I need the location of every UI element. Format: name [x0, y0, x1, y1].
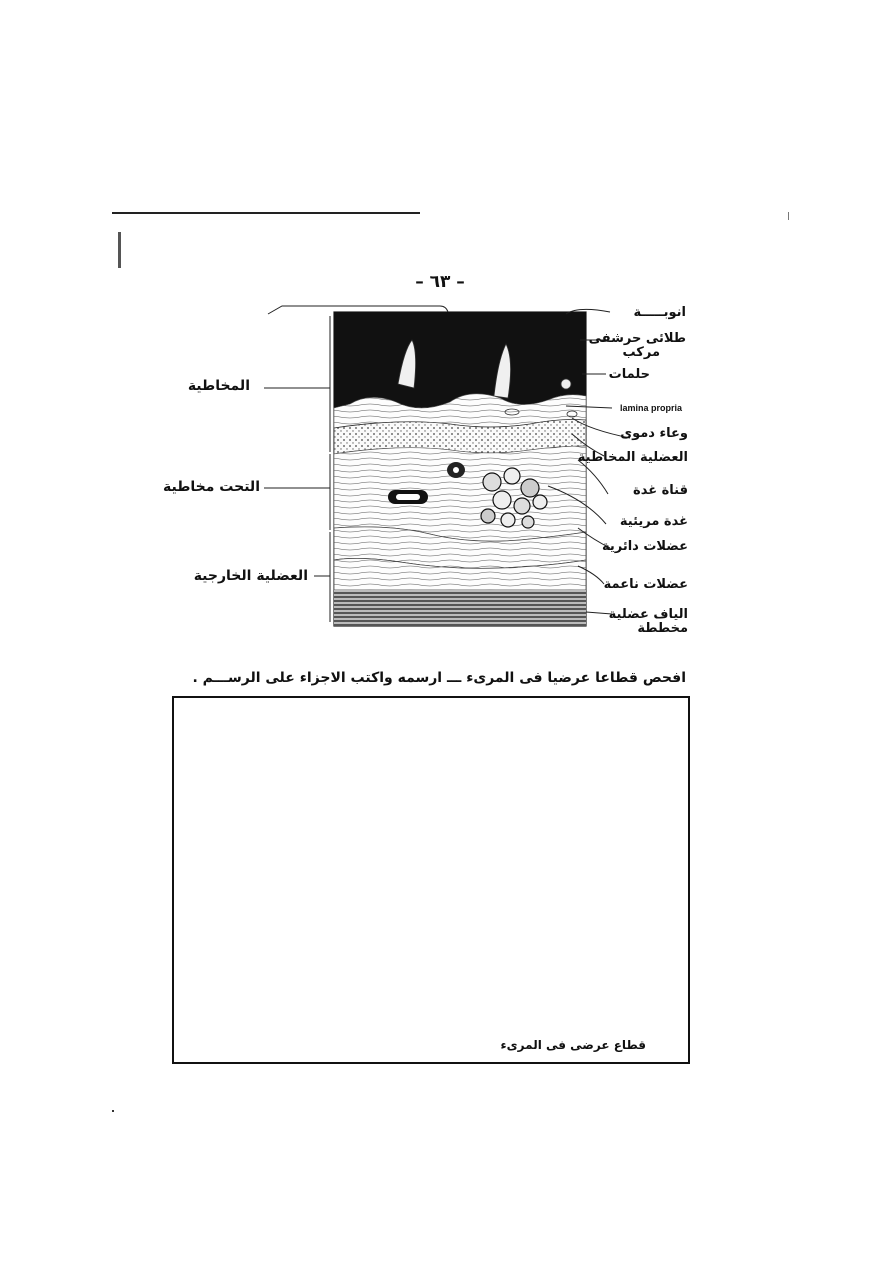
exercise-instruction: افحص قطاعا عرضيا فى المرىء ـــ ارسمه واكتب الاجزاء على الرســـم . — [192, 670, 686, 686]
label-muscularis-externa: العضلية الخارجية — [193, 568, 308, 584]
label-mucosa: المخاطية — [187, 378, 250, 394]
striated-muscle-layer — [334, 590, 586, 626]
label-lamina-propria: lamina propria — [620, 403, 683, 413]
label-papillae: حلمات — [608, 367, 650, 382]
label-blood-vessel: وعاء دموى — [620, 426, 688, 441]
label-striated-line1: الياف عضلية — [608, 607, 688, 622]
drawing-area[interactable] — [172, 696, 690, 1064]
label-smooth-muscles: عضلات ناعمة — [603, 577, 688, 592]
drawing-area-bottom-edge — [178, 1062, 690, 1064]
label-submucosa: التحت مخاطية — [163, 479, 260, 495]
label-striated-line2: مخططة — [637, 621, 688, 636]
label-epithelium-line2: مركب — [622, 345, 660, 360]
label-circular-muscles: عضلات دائرية — [601, 539, 688, 554]
label-gland-duct: قناة غدة — [633, 483, 688, 498]
label-mucous-gland: غدة مريئية — [619, 514, 688, 529]
epithelium-layer — [334, 312, 586, 408]
label-covering: انوبـــــة — [633, 305, 686, 320]
papilla-vessel — [561, 379, 571, 389]
drawing-area-caption: قطاع عرضى فى المرىء — [500, 1038, 646, 1052]
label-muscularis-mucosae: العضلية المخاطية — [577, 450, 688, 465]
label-epithelium-line1: طلائى حرشفى — [588, 331, 686, 346]
page-number: – ٦٣ – — [415, 272, 465, 292]
